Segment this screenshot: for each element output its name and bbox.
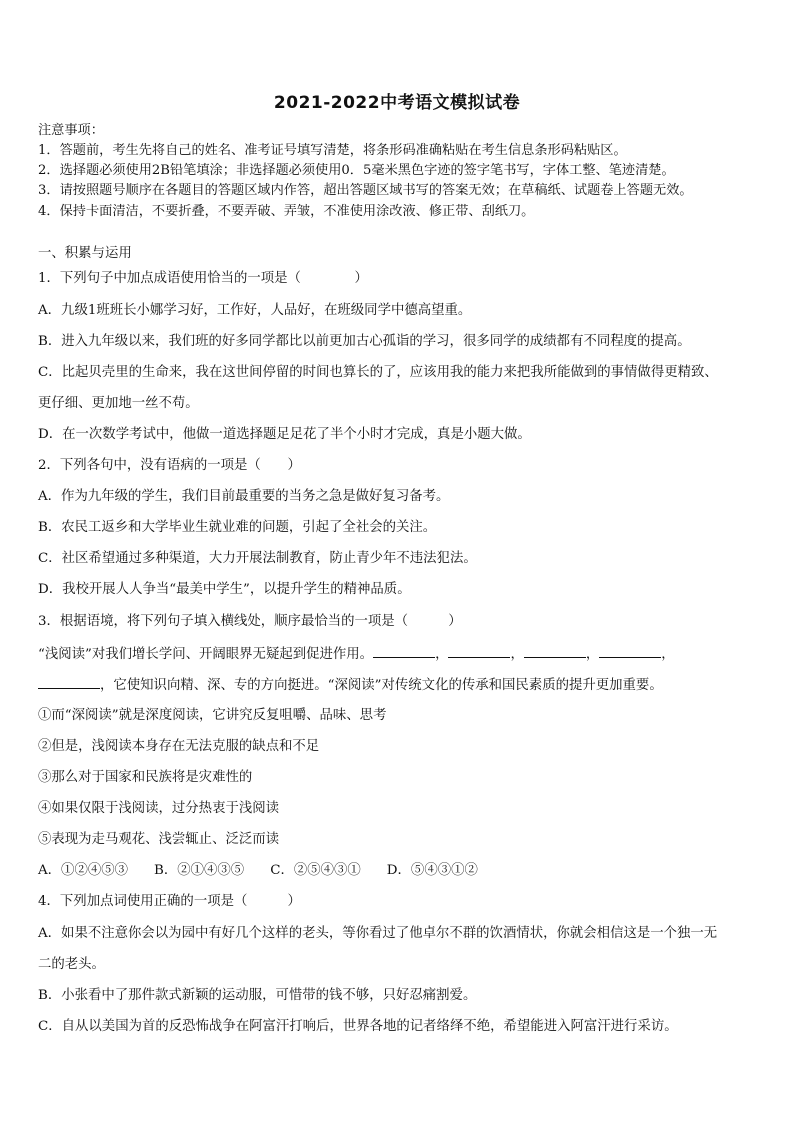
question-3-passage-text: ，它使知识向精、深、专的方向挺进。“深阅读”对传统文化的传承和国民素质的提升更加重要。 [100,678,663,693]
answer-blank [373,645,435,658]
question-3-sentence-2: ②但是，浅阅读本身存在无法克服的缺点和不足 [38,739,320,754]
question-1-option-c-cont: 更仔细、更加地一丝不苟。 [38,396,199,411]
question-3-sentence-4: ④如果仅限于浅阅读，过分热衷于浅阅读 [38,801,280,816]
question-3-options [38,862,758,880]
question-3-sentence-5: ⑤表现为走马观花、浅尝辄止、泛泛而读 [38,832,280,847]
question-2-option-b: B．农民工返乡和大学毕业生就业难的问题，引起了全社会的关注。 [38,520,437,535]
question-3-option-d: D．⑤④③①② [386,863,478,878]
notice-item-2: 2．选择题必须使用2B铅笔填涂；非选择题必须使用0．5毫米黑色字迹的签字笔书写，字体工整、笔迹清楚。 [38,163,675,178]
question-3-sentence-3: ③那么对于国家和民族将是灾难性的 [38,770,253,785]
question-4-option-b: B．小张看中了那件款式新颖的运动服，可惜带的钱不够，只好忍痛割爱。 [38,988,477,1003]
answer-blank [448,645,510,658]
question-4-option-a-cont: 二的老头。 [38,957,105,972]
question-3-option-b: B．②①④③⑤ [154,863,245,878]
answer-blank [38,676,100,689]
notice-item-4: 4．保持卡面清洁，不要折叠，不要弄破、弄皱，不准使用涂改液、修正带、刮纸刀。 [38,204,535,219]
question-2-stem: 2．下列各句中，没有语病的一项是（ ） [38,458,301,473]
question-3-option-c: C．②⑤④③① [270,863,361,878]
answer-blank [599,645,661,658]
question-3-stem: 3．根据语境，将下列句子填入横线处，顺序最恰当的一项是（ ） [38,614,462,629]
notice-item-3: 3．请按照题号顺序在各题目的答题区域内作答，超出答题区域书写的答案无效；在草稿纸、试题卷上答题无效。 [38,183,693,198]
question-1-option-d: D．在一次数学考试中，他做一道选择题足足花了半个小时才完成，真是小题大做。 [38,427,531,442]
question-1-option-a: A．九级1班班长小娜学习好，工作好，人品好，在班级同学中德高望重。 [38,303,472,318]
section-heading: 一、积累与运用 [38,246,132,261]
question-1-option-b: B．进入九年级以来，我们班的好多同学都比以前更加古心孤诣的学习，很多同学的成绩都有不同程度的提高。 [38,334,691,349]
answer-blank [524,645,586,658]
question-2-option-a: A．作为九年级的学生，我们目前最重要的当务之急是做好复习备考。 [38,489,450,504]
question-4-option-c: C．自从以美国为首的反恐怖战争在阿富汗打响后，世界各地的记者络绎不绝，希望能进入阿富汗进行采访。 [38,1019,678,1034]
question-2-option-c: C．社区希望通过多种渠道，大力开展法制教育，防止青少年不违法犯法。 [38,551,477,566]
question-3-passage-line-2 [38,676,758,695]
page-title: 2021-2022中考语文模拟试卷 [273,93,521,113]
question-3-option-a: A．①②④⑤③ [38,863,129,878]
question-3-passage-line-1: “浅阅读”对我们增长学问、开阔眼界无疑起到促进作用。 ， ， ， ， [38,647,675,662]
question-4-option-a: A．如果不注意你会以为园中有好几个这样的老头，等你看过了他卓尔不群的饮酒情状，你就会相信这是一个独一无 [38,926,718,941]
question-1-stem: 1．下列句子中加点成语使用恰当的一项是（ ） [38,271,368,286]
question-4-stem: 4．下列加点词使用正确的一项是（ ） [38,894,301,909]
question-1-option-c: C．比起贝壳里的生命来，我在这世间停留的时间也算长的了，应该用我的能力来把我所能做到的事情做得更精致、 [38,365,718,380]
notice-heading: 注意事项： [38,123,104,138]
question-3-sentence-1: ①而“深阅读”就是深度阅读，它讲究反复咀嚼、品味、思考 [38,708,387,723]
question-2-option-d: D．我校开展人人争当“最美中学生”，以提升学生的精神品质。 [38,582,411,597]
question-3-passage-text: “浅阅读”对我们增长学问、开阔眼界无疑起到促进作用。 [38,647,374,662]
notice-item-1: 1．答题前，考生先将自己的姓名、准考证号填写清楚，将条形码准确粘贴在考生信息条形码粘贴区。 [38,143,627,158]
